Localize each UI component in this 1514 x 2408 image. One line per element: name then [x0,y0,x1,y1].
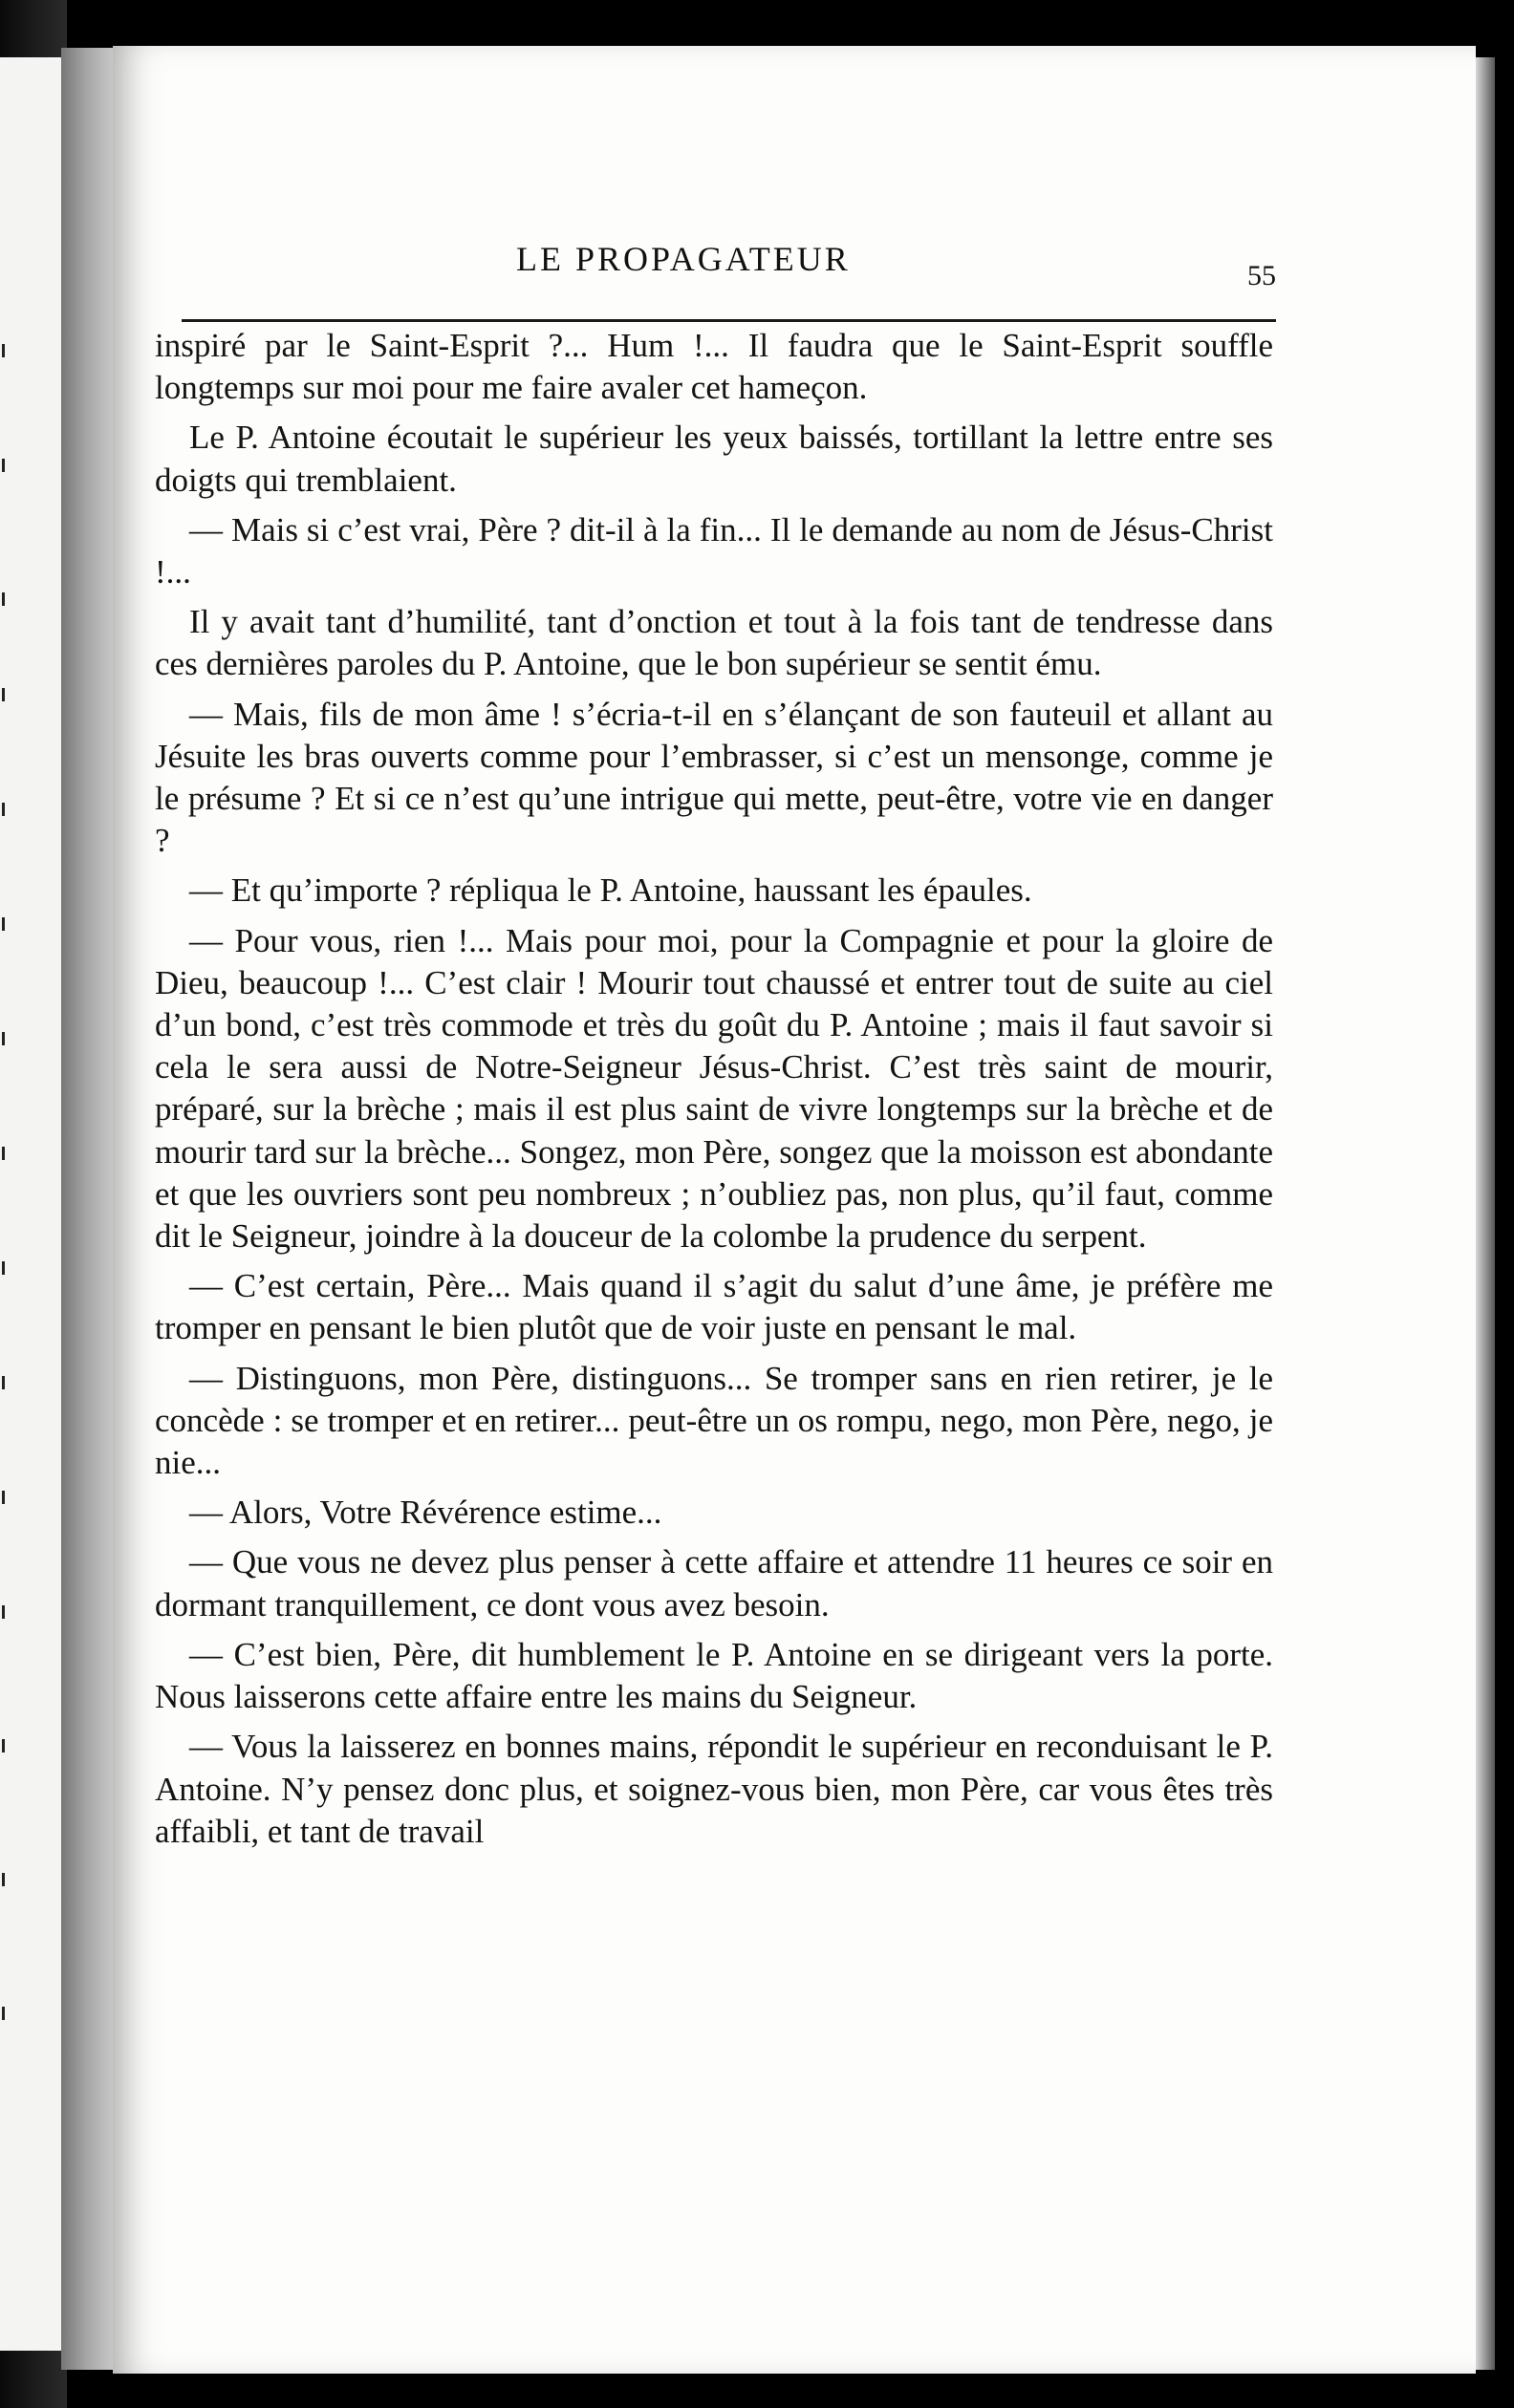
running-title: LE PROPAGATEUR [516,240,851,278]
paragraph: — Distinguons, mon Père, distinguons... Se tromper sans en rien retirer, je le concède : se tromper et en retirer... peut-être un os rompu, nego, mon Père, nego, je nie... [155,1359,1273,1482]
page-edge-right [1476,57,1495,2370]
paragraph: inspiré par le Saint-Esprit ?... Hum !... Il faudra que le Saint-Esprit souffle longtemps sur moi pour me faire avaler cet hameçon. [155,327,1273,407]
paragraph: — Et qu’importe ? répliqua le P. Antoine, haussant les épaules. [189,871,1032,910]
paragraph: — Vous la laisserez en bonnes mains, répondit le supérieur en reconduisant le P. Antoine. N’y pensez donc plus, et soignez-vous bien, mon Père, car vous êtes très affaibli, et tant de travail [155,1728,1273,1850]
paragraph: — Pour vous, rien !... Mais pour moi, pour la Compagnie et pour la gloire de Dieu, beaucoup !... C’est clair ! Mourir tout chaussé et entrer tout de suite au ciel d’un bond, c’est très commode et très du goût du P. Antoine ; mais il faut savoir si cela le sera aussi de Notre-Seigneur Jésus-Christ. C’est très saint de mourir, préparé, sur la brèche ; mais il est plus saint de vivre longtemps sur la brèche et de mourir tard sur la brèche... Songez, mon Père, songez que la moisson est abondante et que les ouvriers sont peu nombreux ; n’oubliez pas, non plus, qu’il faut, comme dit le Seigneur, joindre à la douceur de la colombe la prudence du serpent. [155,921,1273,1256]
paragraph: — Mais si c’est vrai, Père ? dit-il à la fin... Il le demande au nom de Jésus-Christ !... [155,510,1273,591]
page-header [182,239,1276,296]
facing-page-edge [0,57,61,2351]
paragraph: — Que vous ne devez plus penser à cette affaire et attendre 11 heures ce soir en dormant tranquillement, ce dont vous avez besoin. [155,1543,1273,1623]
paragraph: — C’est certain, Père... Mais quand il s’agit du salut d’une âme, je préfère me tromper en pensant le bien plutôt que de voir juste en pensant le mal. [155,1267,1273,1347]
paragraph: Le P. Antoine écoutait le supérieur les yeux baissés, tortillant la lettre entre ses doigts qui tremblaient. [155,419,1273,499]
body-text [155,325,1273,1860]
paragraph: — C’est bien, Père, dit humblement le P. Antoine en se dirigeant vers la porte. Nous laisserons cette affaire entre les mains du Seigneur. [155,1635,1273,1716]
paragraph: Il y avait tant d’humilité, tant d’onction et tout à la fois tant de tendresse dans ces dernières paroles du P. Antoine, que le bon supérieur se sentit ému. [155,603,1273,683]
paragraph: — Mais, fils de mon âme ! s’écria-t-il en s’élançant de son fauteuil et allant au Jésuite les bras ouverts comme pour l’embrasser, si c’est un mensonge, comme je le présume ? Et si ce n’est qu’une intrigue qui mette, peut-être, votre vie en danger ? [155,695,1273,860]
paragraph: — Alors, Votre Révérence estime... [189,1494,662,1532]
page-number: 55 [1247,260,1276,291]
header-rule [182,319,1276,322]
